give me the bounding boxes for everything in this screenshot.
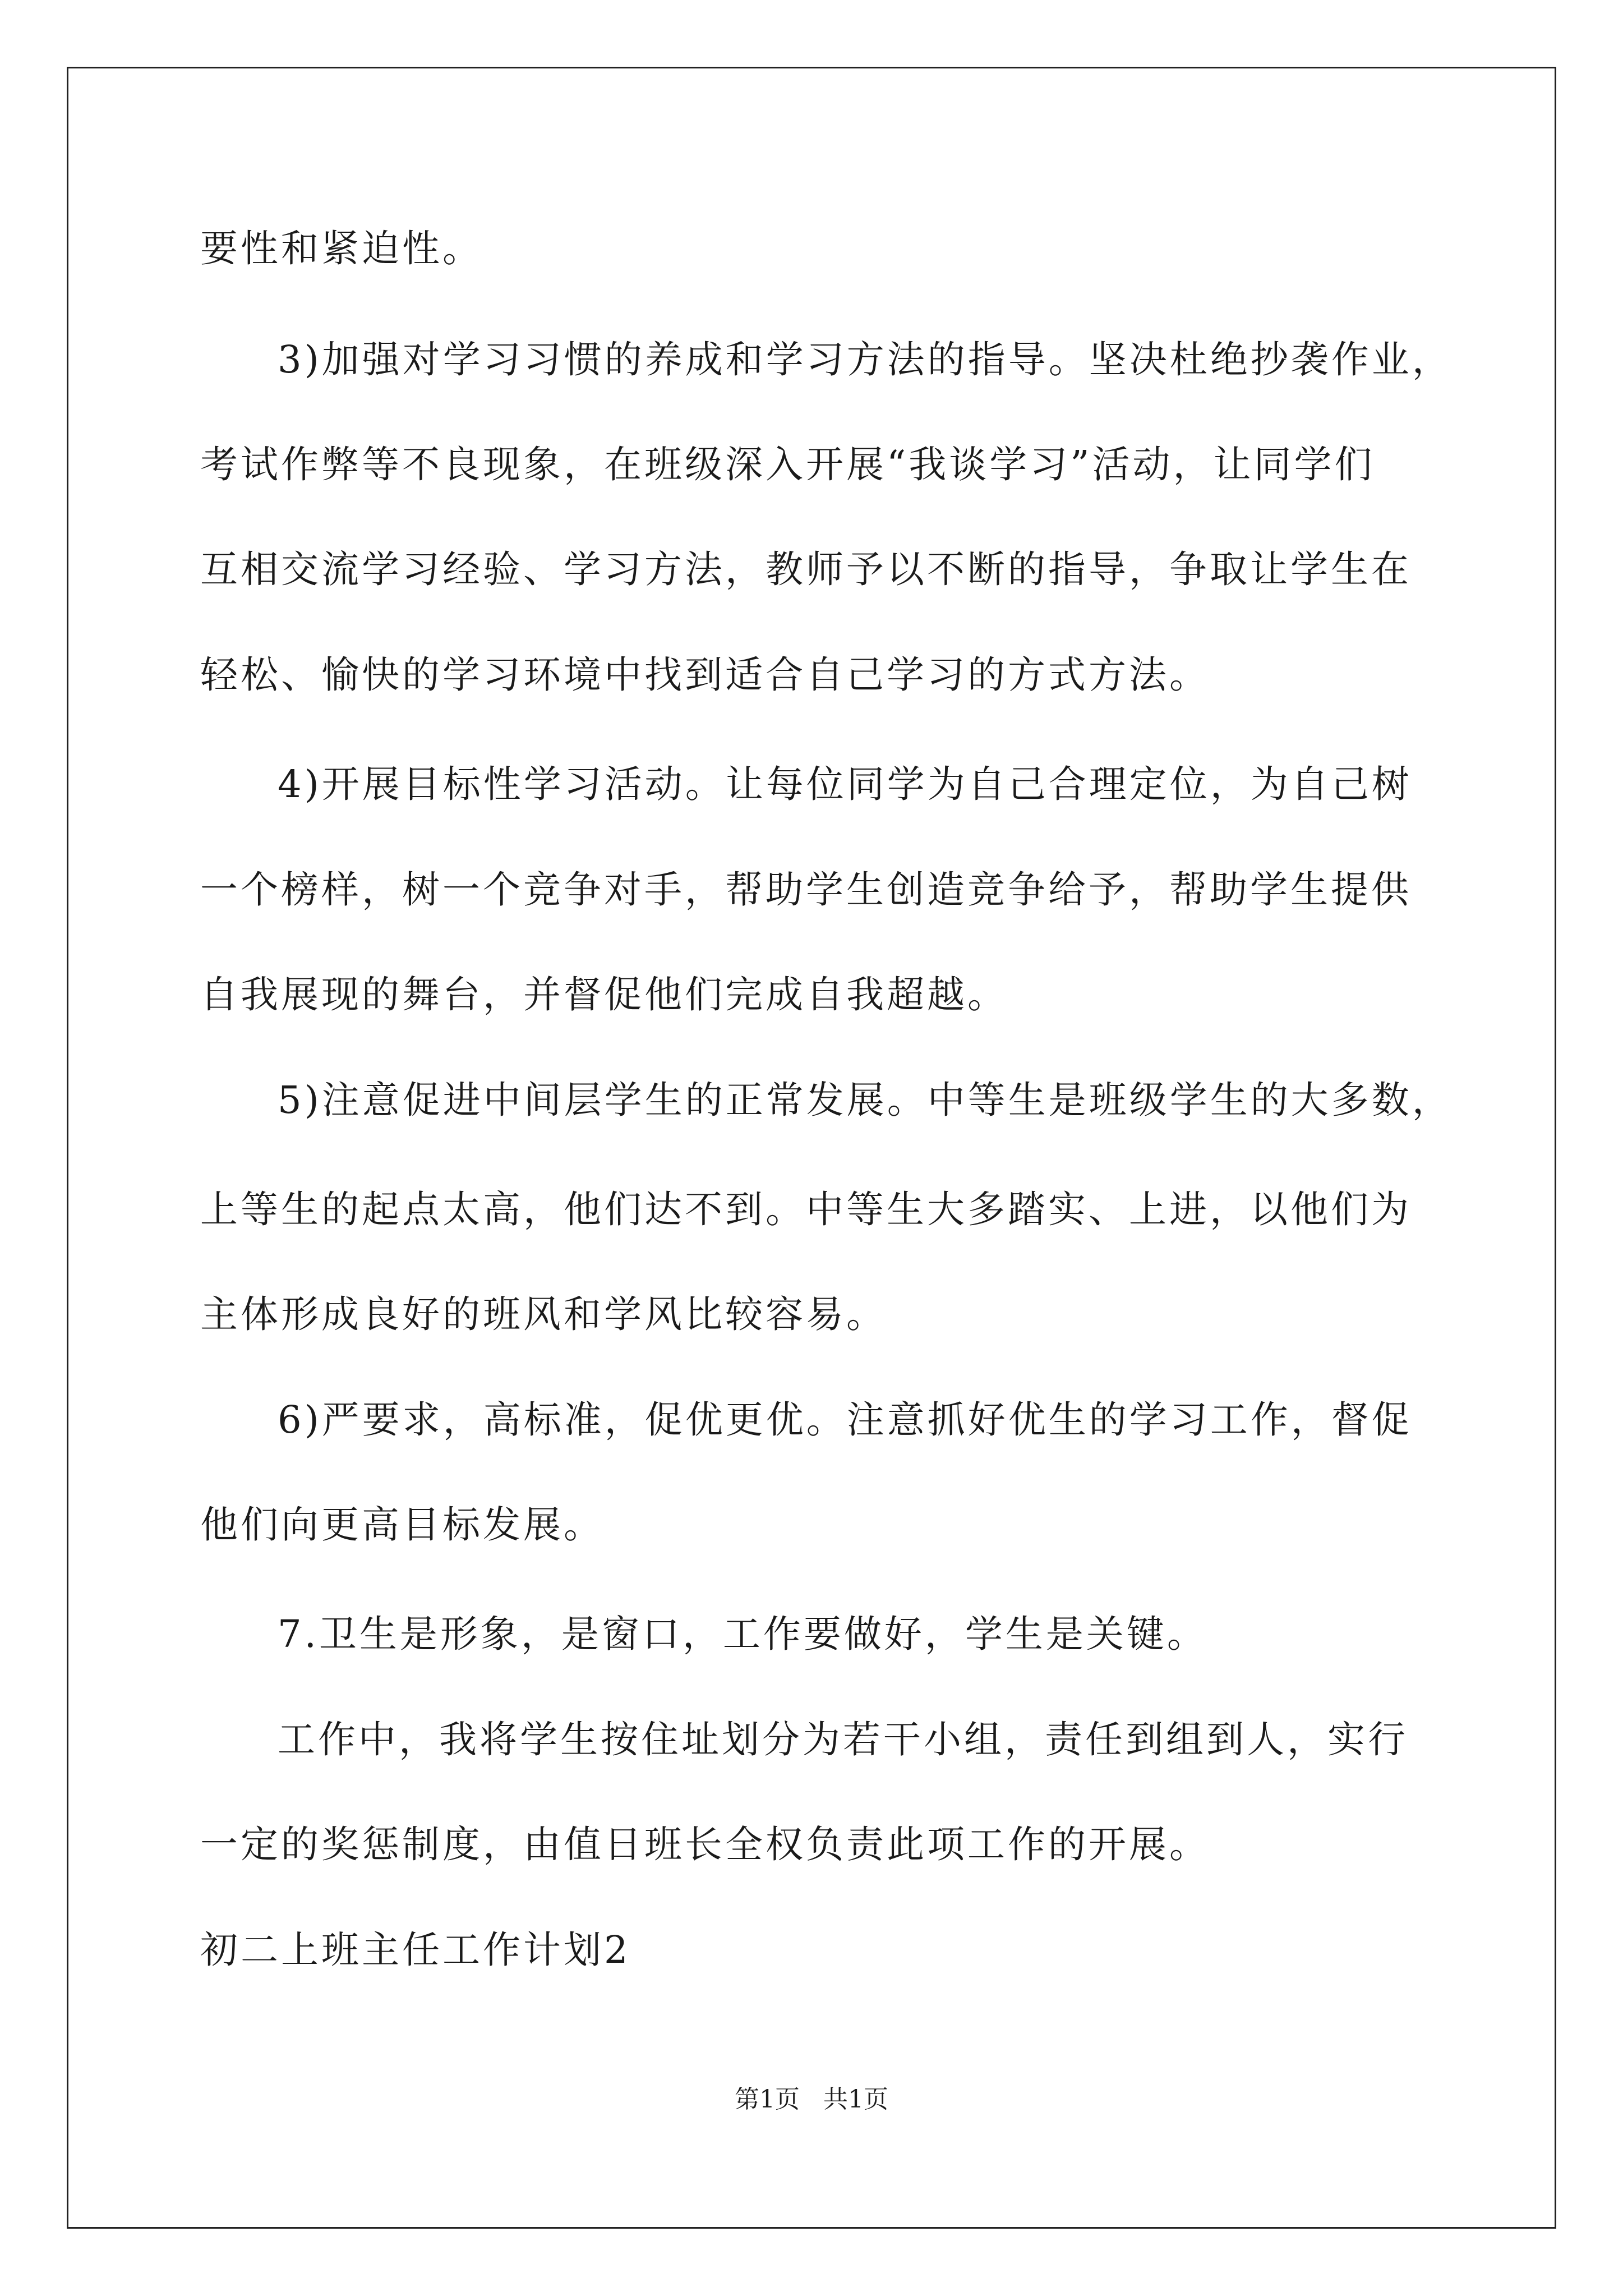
body-line: 互相交流学习经验、学习方法，教师予以不断的指导，争取让学生在 [200, 547, 1412, 591]
body-line: 4)开展目标性学习活动。让每位同学为自己合理定位，为自己树 [278, 762, 1412, 806]
body-line: 一定的奖惩制度，由值日班长全权负责此项工作的开展。 [200, 1823, 1210, 1866]
page-number: 第1页 共1页 [735, 2085, 888, 2114]
body-line: 工作中，我将学生按住址划分为若干小组，责任到组到人，实行 [278, 1718, 1408, 1761]
body-line: 他们向更高目标发展。 [200, 1503, 604, 1547]
body-line: 主体形成良好的班风和学风比较容易。 [200, 1292, 887, 1336]
body-line: 自我展现的舞台，并督促他们完成自我超越。 [200, 973, 1008, 1016]
body-line: 7.卫生是形象，是窗口，工作要做好，学生是关键。 [278, 1612, 1207, 1656]
body-line: 一个榜样，树一个竞争对手，帮助学生创造竞争给予，帮助学生提供 [200, 868, 1412, 912]
body-line: 5)注意促进中间层学生的正常发展。中等生是班级学生的大多数， [278, 1078, 1453, 1122]
body-line: 考试作弊等不良现象，在班级深入开展“我谈学习”活动，让同学们 [200, 443, 1375, 486]
body-line: 3)加强对学习习惯的养成和学习方法的指导。坚决杜绝抄袭作业， [278, 338, 1453, 381]
body-line: 轻松、愉快的学习环境中找到适合自己学习的方式方法。 [200, 653, 1210, 697]
body-line: 要性和紧迫性。 [200, 227, 483, 270]
body-line: 上等生的起点太高，他们达不到。中等生大多踏实、上进，以他们为 [200, 1188, 1412, 1231]
page-border [67, 67, 1556, 2229]
body-line: 6)严要求，高标准，促优更优。注意抓好优生的学习工作，督促 [278, 1398, 1412, 1442]
section-heading: 初二上班主任工作计划2 [200, 1928, 631, 1972]
